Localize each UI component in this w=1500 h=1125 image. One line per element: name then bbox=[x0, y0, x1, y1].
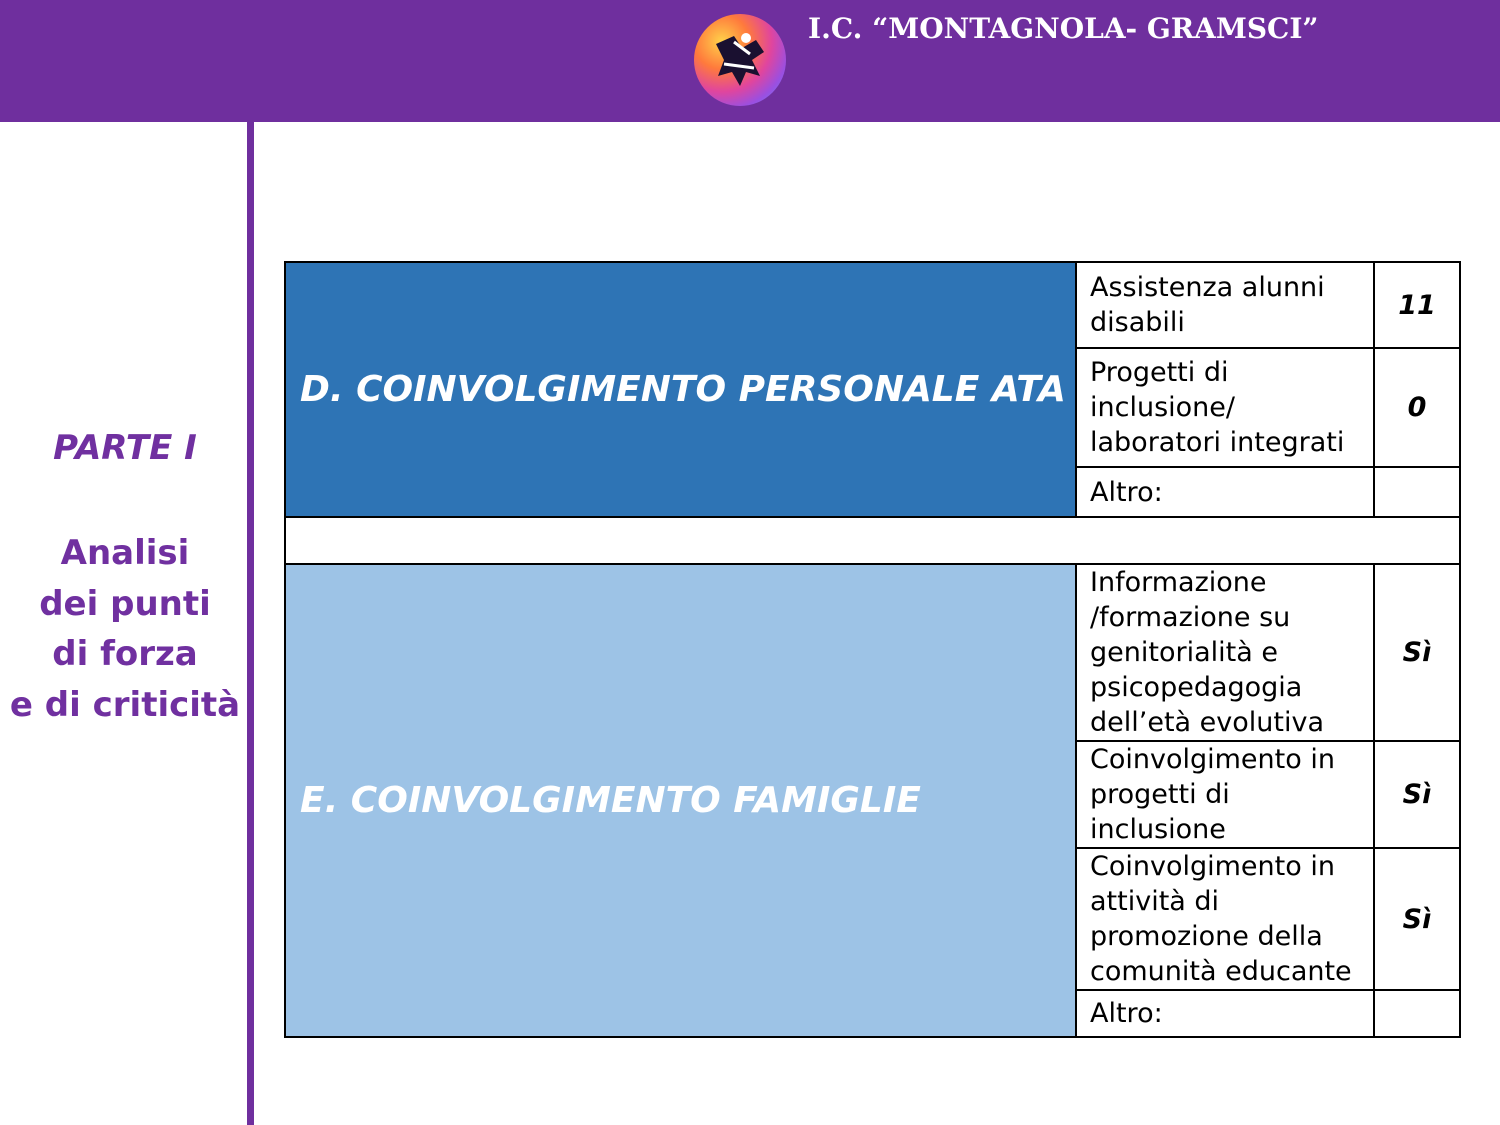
row-label: Coinvolgimento in attività di promozione della comunità educante bbox=[1076, 848, 1374, 990]
school-logo-icon bbox=[694, 14, 786, 106]
table-row bbox=[285, 564, 1460, 741]
spacer-cell bbox=[285, 517, 1460, 564]
inclusion-table bbox=[284, 261, 1461, 1038]
row-label: Informazione /formazione su genitorialità e psicopedagogia dell’età evolutiva bbox=[1076, 564, 1374, 741]
row-value: Sì bbox=[1374, 848, 1460, 990]
analysis-line: Analisi bbox=[60, 533, 190, 573]
row-value bbox=[1374, 990, 1460, 1037]
row-label: Altro: bbox=[1076, 990, 1374, 1037]
school-title: I.C. “MONTAGNOLA- GRAMSCI” bbox=[808, 12, 1319, 45]
row-label: Coinvolgimento in progetti di inclusione bbox=[1076, 741, 1374, 848]
row-value: Sì bbox=[1374, 564, 1460, 741]
section-e-title: E. COINVOLGIMENTO FAMIGLIE bbox=[285, 564, 1076, 1037]
row-label: Assistenza alunni disabili bbox=[1076, 262, 1374, 348]
header-bar bbox=[0, 0, 1500, 122]
table-row bbox=[285, 262, 1460, 348]
analysis-line: e di criticità bbox=[9, 684, 241, 725]
analysis-line: dei punti bbox=[39, 583, 211, 624]
row-label: Altro: bbox=[1076, 467, 1374, 517]
part-label: PARTE I bbox=[53, 428, 197, 468]
row-label: Progetti di inclusione/ laboratori integrati bbox=[1076, 348, 1374, 467]
analysis-heading bbox=[0, 528, 250, 730]
row-value: 0 bbox=[1374, 348, 1460, 467]
section-d-title: D. COINVOLGIMENTO PERSONALE ATA bbox=[285, 262, 1076, 517]
row-value: 11 bbox=[1374, 262, 1460, 348]
spacer-row bbox=[285, 517, 1460, 564]
row-value bbox=[1374, 467, 1460, 517]
analysis-line: di forza bbox=[52, 634, 198, 674]
row-value: Sì bbox=[1374, 741, 1460, 848]
